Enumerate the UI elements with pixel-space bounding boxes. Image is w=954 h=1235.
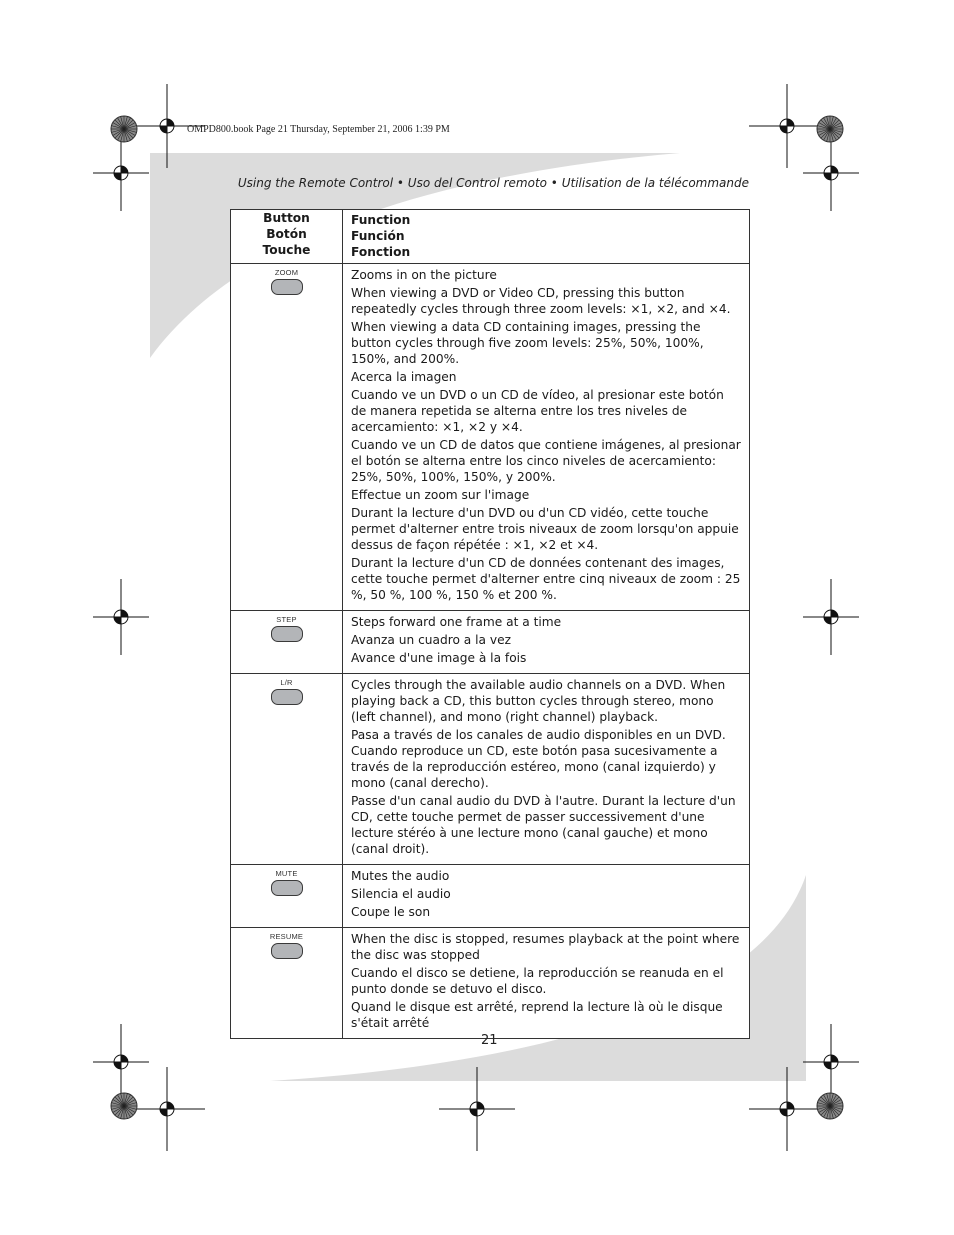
button-cell	[231, 674, 343, 865]
function-description: Mutes the audio	[351, 869, 450, 883]
function-cell	[343, 865, 750, 928]
remote-button-label: MUTE	[275, 869, 298, 878]
header-button-en: Button	[263, 211, 310, 225]
remote-button	[231, 674, 342, 705]
remote-button-table	[230, 209, 750, 1039]
function-description: Zooms in on the picture	[351, 268, 497, 282]
function-description: Avance d'une image à la fois	[351, 651, 527, 665]
table-row	[231, 865, 750, 928]
function-description: Steps forward one frame at a time	[351, 615, 562, 629]
remote-button	[231, 264, 342, 295]
function-description: Cuando ve un CD de datos que contiene imágenes, al presionar el botón se alterna entre los cinco niveles de acercamiento: 25%, 50%, 100%, 150%, y 200%.	[351, 438, 741, 484]
remote-button	[231, 865, 342, 896]
button-cell	[231, 928, 343, 1039]
table-row	[231, 928, 750, 1039]
running-header: Using the Remote Control • Uso del Control remoto • Utilisation de la télécommande	[237, 176, 749, 190]
table-header-row	[231, 210, 750, 264]
table-row	[231, 674, 750, 865]
function-description: When the disc is stopped, resumes playback at the point where the disc was stopped	[351, 932, 740, 962]
button-cell	[231, 865, 343, 928]
remote-button-label: ZOOM	[274, 268, 299, 277]
function-description: Effectue un zoom sur l'image	[351, 488, 530, 502]
header-function-fr: Fonction	[351, 245, 411, 259]
button-cell	[231, 611, 343, 674]
remote-button-icon	[271, 626, 303, 642]
header-button-fr: Touche	[262, 243, 311, 257]
function-column-header	[343, 210, 750, 264]
header-button-es: Botón	[266, 227, 307, 241]
remote-button-icon	[271, 279, 303, 295]
remote-button-icon	[271, 880, 303, 896]
header-function-en: Function	[351, 213, 411, 227]
function-description: Durant la lecture d'un CD de données contenant des images, cette touche permet d'alterner entre cinq niveaux de zoom : 25 %, 50 %, 100 %, 150 % et 200 %.	[351, 556, 741, 602]
function-description: Pasa a través de los canales de audio disponibles en un DVD. Cuando reproduce un CD, este botón pasa sucesivamente a través de la reproducción estéreo, mono (canal izquierdo) y mono (canal derecho).	[351, 728, 726, 790]
remote-button-label: RESUME	[269, 932, 304, 941]
function-description: Silencia el audio	[351, 887, 451, 901]
remote-button-icon	[271, 689, 303, 705]
function-cell	[343, 928, 750, 1039]
remote-button	[231, 611, 342, 642]
remote-button	[231, 928, 342, 959]
table-row	[231, 611, 750, 674]
function-description: Avanza un cuadro a la vez	[351, 633, 511, 647]
table-row	[231, 264, 750, 611]
function-description: Acerca la imagen	[351, 370, 457, 384]
function-description: When viewing a DVD or Video CD, pressing this button repeatedly cycles through three zoom levels: ×1, ×2, and ×4.	[351, 286, 731, 316]
remote-button-label: STEP	[276, 615, 297, 624]
print-stamp: OMPD800.book Page 21 Thursday, September 21, 2006 1:39 PM	[187, 124, 450, 135]
function-description: When viewing a data CD containing images, pressing the button cycles through five zoom levels: 25%, 50%, 100%, 150%, and 200%.	[351, 320, 704, 366]
page-number: 21	[481, 1033, 498, 1048]
function-description: Coupe le son	[351, 905, 431, 919]
button-cell	[231, 264, 343, 611]
function-description: Cuando ve un DVD o un CD de vídeo, al presionar este botón de manera repetida se alterna entre los tres niveles de acercamiento: ×1, ×2 y ×4.	[351, 388, 724, 434]
function-description: Cycles through the available audio channels on a DVD. When playing back a CD, this button cycles through stereo, mono (left channel), and mono (right channel) playback.	[351, 678, 726, 724]
function-description: Cuando el disco se detiene, la reproducción se reanuda en el punto donde se detuvo el disco.	[351, 966, 724, 996]
function-cell	[343, 611, 750, 674]
function-description: Durant la lecture d'un DVD ou d'un CD vidéo, cette touche permet d'alterner entre trois niveaux de zoom lorsqu'on appuie dessus de façon répétée : ×1, ×2 et ×4.	[351, 506, 739, 552]
remote-button-label: L/R	[280, 678, 293, 687]
function-description: Quand le disque est arrêté, reprend la lecture là où le disque s'était arrêté	[351, 1000, 723, 1030]
function-cell	[343, 264, 750, 611]
remote-button-icon	[271, 943, 303, 959]
function-description: Passe d'un canal audio du DVD à l'autre. Durant la lecture d'un CD, cette touche permet de passer successivement d'une lecture stéréo à une lecture mono (canal gauche) et mono (canal droit).	[351, 794, 736, 856]
function-cell	[343, 674, 750, 865]
header-function-es: Función	[351, 229, 405, 243]
button-column-header	[231, 210, 343, 264]
